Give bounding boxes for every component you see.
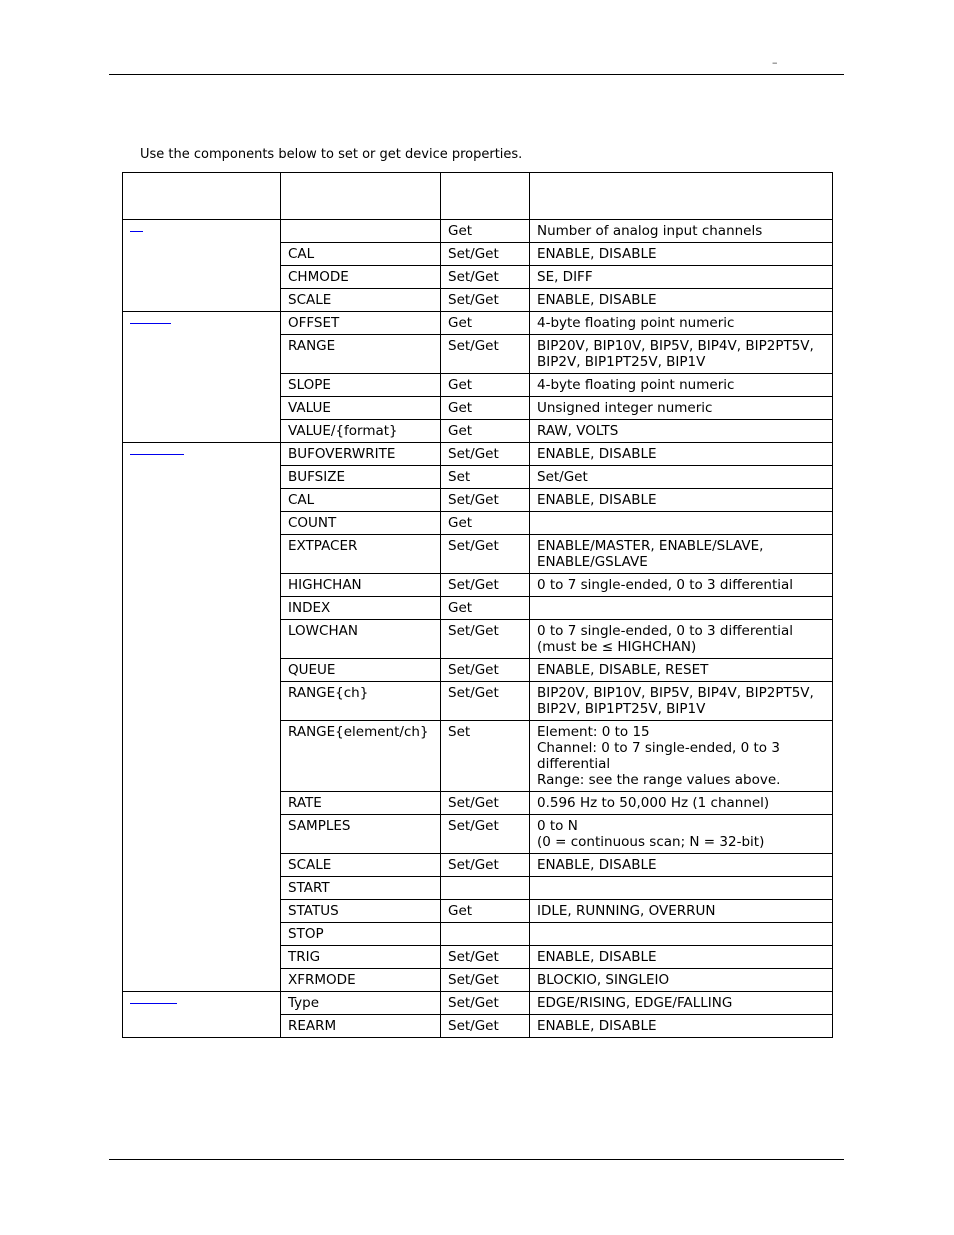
values-cell (530, 946, 833, 969)
value-line: BLOCKIO, SINGLEIO (537, 972, 670, 988)
property-cell: RANGE (281, 335, 441, 374)
value-line: EDGE/RISING, EDGE/FALLING (537, 995, 733, 1011)
value-line: ENABLE, DISABLE, RESET (537, 662, 709, 678)
values-cell (530, 923, 833, 946)
value-line: Element: 0 to 15 (537, 724, 650, 740)
values-cell (530, 969, 833, 992)
value-line: ENABLE, DISABLE (537, 446, 657, 462)
access-cell: Get (441, 220, 530, 243)
values-cell (530, 266, 833, 289)
property-cell: VALUE/{format} (281, 420, 441, 443)
value-line: BIP20V, BIP10V, BIP5V, BIP4V, BIP2PT5V, (537, 338, 814, 354)
property-cell: BUFSIZE (281, 466, 441, 489)
value-line: IDLE, RUNNING, OVERRUN (537, 903, 716, 919)
property-cell: SAMPLES (281, 815, 441, 854)
value-line: 4-byte floating point numeric (537, 315, 735, 331)
values-cell (530, 443, 833, 466)
value-line: 0 to 7 single-ended, 0 to 3 differential (537, 623, 794, 639)
property-cell: STOP (281, 923, 441, 946)
header-cell-property (281, 173, 441, 220)
table-row (123, 443, 833, 466)
property-cell: VALUE (281, 397, 441, 420)
access-cell: Set/Get (441, 289, 530, 312)
access-cell: Get (441, 900, 530, 923)
value-line: 4-byte floating point numeric (537, 377, 735, 393)
values-cell (530, 289, 833, 312)
value-line: ENABLE, DISABLE (537, 292, 657, 308)
access-cell (441, 923, 530, 946)
value-line: ENABLE/MASTER, ENABLE/SLAVE, (537, 538, 764, 554)
header-rule (109, 74, 844, 75)
component-cell (123, 312, 281, 443)
values-cell (530, 489, 833, 512)
value-line: SE, DIFF (537, 269, 593, 285)
values-cell (530, 535, 833, 574)
value-line: (must be ≤ HIGHCHAN) (537, 639, 697, 655)
property-cell: EXTPACER (281, 535, 441, 574)
footer-rule (109, 1159, 844, 1160)
property-cell: LOWCHAN (281, 620, 441, 659)
table-row (123, 312, 833, 335)
table-row (123, 220, 833, 243)
value-line: ENABLE, DISABLE (537, 1018, 657, 1034)
value-line: ENABLE, DISABLE (537, 492, 657, 508)
values-cell (530, 1015, 833, 1038)
value-line: differential (537, 756, 611, 772)
values-cell (530, 597, 833, 620)
property-cell: REARM (281, 1015, 441, 1038)
header-cell-access (441, 173, 530, 220)
values-cell (530, 335, 833, 374)
access-cell: Set/Get (441, 243, 530, 266)
value-line: Number of analog input channels (537, 223, 763, 239)
access-cell: Set (441, 466, 530, 489)
value-line: ENABLE, DISABLE (537, 246, 657, 262)
property-cell: CAL (281, 489, 441, 512)
access-cell: Get (441, 420, 530, 443)
value-line: ENABLE/GSLAVE (537, 554, 648, 570)
values-cell (530, 721, 833, 792)
value-line: Channel: 0 to 7 single-ended, 0 to 3 (537, 740, 780, 756)
access-cell: Set/Get (441, 574, 530, 597)
component-cell (123, 992, 281, 1038)
values-cell (530, 877, 833, 900)
access-cell: Set/Get (441, 992, 530, 1015)
property-cell: Type (281, 992, 441, 1015)
intro-text: Use the components below to set or get device properties. (140, 147, 523, 162)
access-cell: Get (441, 597, 530, 620)
access-cell: Set/Get (441, 335, 530, 374)
access-cell (441, 877, 530, 900)
values-cell (530, 466, 833, 489)
access-cell: Set/Get (441, 1015, 530, 1038)
access-cell: Set/Get (441, 815, 530, 854)
table-row (123, 992, 833, 1015)
values-cell (530, 815, 833, 854)
table-body (123, 220, 833, 1038)
property-cell: COUNT (281, 512, 441, 535)
access-cell: Set/Get (441, 946, 530, 969)
value-line: 0 to 7 single-ended, 0 to 3 differential (537, 577, 794, 593)
access-cell: Set/Get (441, 969, 530, 992)
values-cell (530, 220, 833, 243)
component-cell (123, 220, 281, 312)
access-cell: Set (441, 721, 530, 792)
access-cell: Set/Get (441, 854, 530, 877)
access-cell: Set/Get (441, 682, 530, 721)
values-cell (530, 620, 833, 659)
values-cell (530, 992, 833, 1015)
values-cell (530, 243, 833, 266)
header-cell-values (530, 173, 833, 220)
values-cell (530, 374, 833, 397)
values-cell (530, 397, 833, 420)
access-cell: Get (441, 374, 530, 397)
property-cell: BUFOVERWRITE (281, 443, 441, 466)
values-cell (530, 659, 833, 682)
values-cell (530, 682, 833, 721)
value-line: BIP2V, BIP1PT25V, BIP1V (537, 354, 706, 370)
values-cell (530, 420, 833, 443)
component-link[interactable] (130, 231, 143, 232)
value-line: 0.596 Hz to 50,000 Hz (1 channel) (537, 795, 770, 811)
header-cell-component (123, 173, 281, 220)
property-cell: XFRMODE (281, 969, 441, 992)
value-line: 0 to N (537, 818, 578, 834)
property-cell: START (281, 877, 441, 900)
value-line: RAW, VOLTS (537, 423, 619, 439)
property-cell: OFFSET (281, 312, 441, 335)
property-cell: CAL (281, 243, 441, 266)
value-line: ENABLE, DISABLE (537, 949, 657, 965)
property-cell: STATUS (281, 900, 441, 923)
value-line: ENABLE, DISABLE (537, 857, 657, 873)
property-cell: SCALE (281, 854, 441, 877)
access-cell: Set/Get (441, 659, 530, 682)
property-cell: RANGE{ch} (281, 682, 441, 721)
values-cell (530, 900, 833, 923)
component-link[interactable] (130, 323, 171, 324)
access-cell: Set/Get (441, 489, 530, 512)
value-line: BIP2V, BIP1PT25V, BIP1V (537, 701, 706, 717)
header-mark: – (772, 56, 778, 69)
values-cell (530, 512, 833, 535)
property-cell: RATE (281, 792, 441, 815)
properties-table (122, 172, 833, 1038)
component-link[interactable] (130, 454, 184, 455)
value-line: BIP20V, BIP10V, BIP5V, BIP4V, BIP2PT5V, (537, 685, 814, 701)
value-line: (0 = continuous scan; N = 32-bit) (537, 834, 765, 850)
property-cell: SLOPE (281, 374, 441, 397)
access-cell: Set/Get (441, 443, 530, 466)
table-header-row (123, 173, 833, 220)
property-cell: INDEX (281, 597, 441, 620)
value-line: Set/Get (537, 469, 588, 485)
access-cell: Get (441, 512, 530, 535)
access-cell: Set/Get (441, 792, 530, 815)
values-cell (530, 312, 833, 335)
access-cell: Get (441, 397, 530, 420)
values-cell (530, 792, 833, 815)
access-cell: Set/Get (441, 620, 530, 659)
property-cell (281, 220, 441, 243)
access-cell: Set/Get (441, 535, 530, 574)
value-line: Range: see the range values above. (537, 772, 781, 788)
values-cell (530, 574, 833, 597)
access-cell: Set/Get (441, 266, 530, 289)
property-cell: HIGHCHAN (281, 574, 441, 597)
property-cell: CHMODE (281, 266, 441, 289)
property-cell: SCALE (281, 289, 441, 312)
property-cell: RANGE{element/ch} (281, 721, 441, 792)
component-link[interactable] (130, 1003, 177, 1004)
value-line: Unsigned integer numeric (537, 400, 713, 416)
access-cell: Get (441, 312, 530, 335)
component-cell (123, 443, 281, 992)
values-cell (530, 854, 833, 877)
property-cell: QUEUE (281, 659, 441, 682)
property-cell: TRIG (281, 946, 441, 969)
